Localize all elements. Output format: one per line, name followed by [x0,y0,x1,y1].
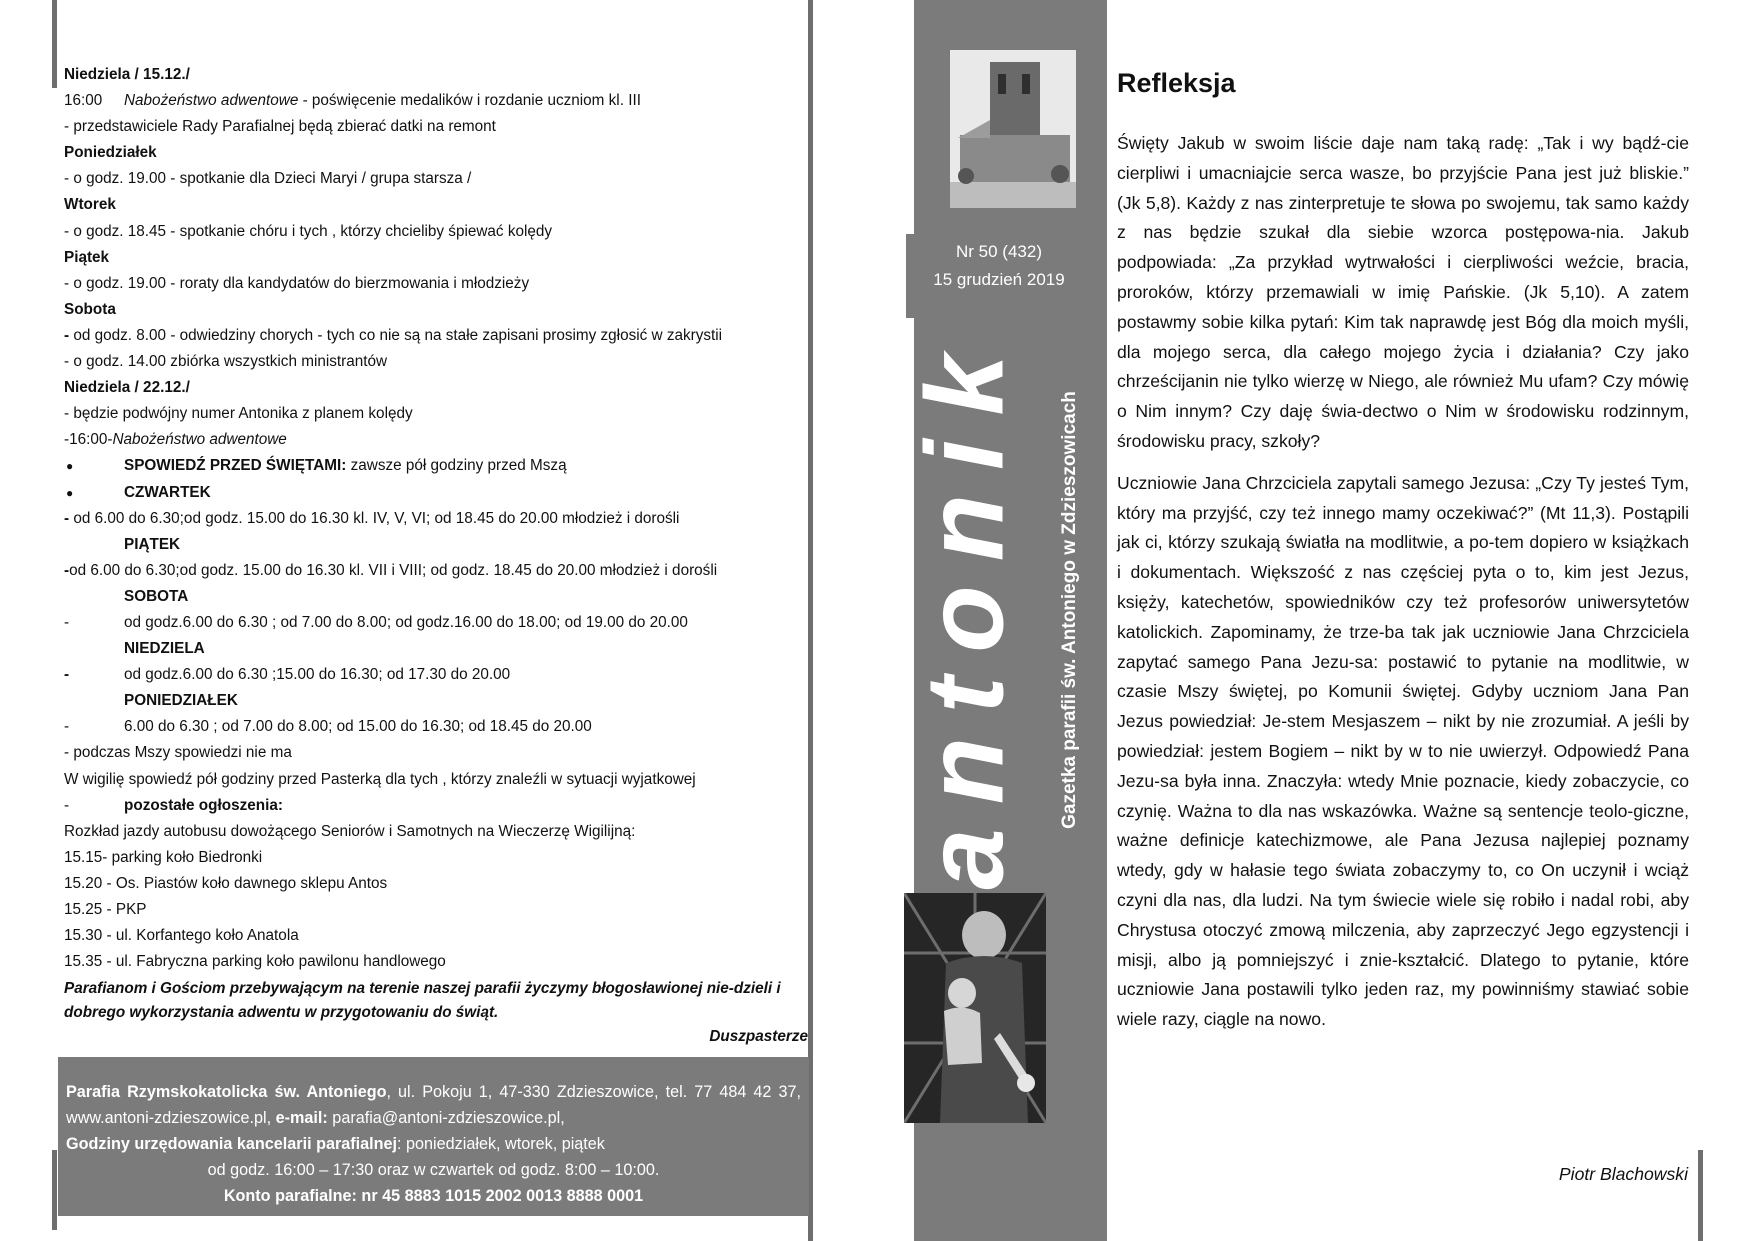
brand-logo: antonik [903,330,1027,890]
announcement-line [64,610,808,636]
announcement-text: od 6.00 do 6.30;od godz. 15.00 do 16.30 kl. VII i VIII; od godz. 18.45 do 20.00 młodzież i dorośli [69,561,718,579]
announcement-heading: Niedziela / 22.12./ [64,379,190,397]
announcement-text [124,453,567,479]
announcement-text: - o godz. 14.00 zbiórka wszystkich ministrantów [64,353,388,371]
article-paragraph: Uczniowie Jana Chrzciciela zapytali samego Jezusa: „Czy Ty jesteś Tym, który ma przyjść, czy też innego mamy oczekiwać?” (Mt 11,3). Postąpili jak ci, którzy szukają światła na modlitwie, a po-tem dopiero w książkach i dokumentach. Większość z nas częściej pyta o to, kim jest Jezus, księży, katechetów, spowiedników czy też profesorów uniwersytetów katolickich. Zapominamy, że trze-ba tak jak uczniowie Jana Chrzciciela zapytać samego Pana Jezu-sa: postawić to pytanie na modlitwie, w czasie Mszy świętej, po Komunii świętej. Gdyby uczniom Jana Pan Jezus powiedział: Je-stem Mesjaszem – nikt by nie zrozumiał. A jeśli by powiedział: jestem Bogiem – nikt by w to nie uwierzył. Odpowiedź Pana Jezu-sa była inna. Znaczyła: wtedy Mnie poznacie, kiedy zobaczycie, co czynię. Ważna to dla nas wskazówka. Ważne są sentencje teolo-giczne, ważne definicje katechizmowe, ale Pana Jezusa najlepiej poznamy wtedy, gdy w hałasie tego świata zobaczymy to, co On uczynił i wciąż czyni dla nas, dla ludzi. Na tym świecie wiele się robiło i nadal robi, aby Chrystusa otoczyć zmową milczenia, aby zaprzeczyć Jego egzystencji i misji, albo ją pomniejszyć i znie-kształcić. Dlatego to pytanie, które uczniowie Jana postawili tylko jeden raz, my powinniśmy stawiać sobie wiele razy, ciągle na nowo. [1117,472,1689,1030]
announcement-line [64,62,808,88]
footer-email[interactable]: parafia@antoni-zdzieszowice.pl, [327,1109,565,1127]
announcement-line [64,245,808,271]
announcement-line [64,532,808,558]
announcement-line [64,688,808,714]
announcement-time: 16:00 [64,92,103,110]
announcement-line [64,793,808,819]
announcement-text [124,88,641,114]
announcement-line [64,740,808,766]
announcement-text: 15.30 - ul. Korfantego koło Anatola [64,927,299,945]
announcement-heading: Piątek [64,248,110,266]
left-edge-bar [52,0,57,88]
announcement-text: 15.20 - Os. Piastów koło dawnego sklepu Antos [64,874,388,892]
announcement-line [64,871,808,897]
announcement-text [124,480,211,506]
announcement-line [64,114,808,140]
announcement-text: W wigilię spowiedź pół godziny przed Pasterką dla tych , którzy znaleźli w sytuacji wyjatkowej [64,770,696,788]
announcement-heading: CZWARTEK [124,483,211,501]
announcement-line [64,767,808,793]
footer-contact [66,1079,801,1131]
announcement-text: - przedstawiciele Rady Parafialnej będą zbierać datki na remont [64,118,496,136]
announcement-line [64,271,808,297]
announcement-line [64,506,808,532]
announcement-text: 15.15- parking koło Biedronki [64,848,263,866]
left-page-divider [808,0,813,1241]
announcement-line [64,558,808,584]
announcement-text: od 6.00 do 6.30;od godz. 15.00 do 16.30 kl. IV, V, VI; od 18.45 do 20.00 młodzież i dorośli [69,509,680,527]
announcement-text: od godz. 8.00 - odwiedziny chorych - tych co nie są na stałe zapisani prosimy zgłosić w zakrystii [69,326,723,344]
announcement-text: - o godz. 18.45 - spotkanie chóru i tych , którzy chcieliby śpiewać kolędy [64,222,553,240]
closing-wishes: Parafianom i Gościom przebywającym na terenie naszej parafii życzymy błogosławionej nie-dzieli i dobrego wykorzystania adwentu w przygotowaniu do świąt. [64,980,781,1022]
article-title: Refleksja [1117,68,1236,98]
issue-box [906,234,1092,318]
closing-signature: Duszpasterze [709,1028,808,1046]
footer-account: Konto parafialne: nr 45 8883 1015 2002 0013 8888 0001 [223,1187,644,1205]
announcement-line [64,297,808,323]
footer-hours-days: : poniedziałek, wtorek, piątek [397,1135,605,1153]
announcement-dash: - [64,718,70,736]
announcement-text: 15.25 - PKP [64,901,147,918]
announcement-text: od godz.6.00 do 6.30 ; od 7.00 do 8.00; od godz.16.00 do 18.00; od 19.00 do 20.00 [124,613,688,631]
announcement-dash: - [64,509,70,527]
announcement-text: 15.35 - ul. Fabryczna parking koło pawilonu handlowego [64,953,446,971]
right-edge-bar [1698,1150,1703,1241]
announcement-line [64,88,808,114]
announcement-heading: pozostałe ogłoszenia: [124,796,283,814]
masthead-subtitle: Gazetka parafii św. Antoniego w Zdzieszowicach [1059,391,1080,829]
announcement-text: - będzie podwójny numer Antonika z planem kolędy [64,405,413,423]
announcement-text: - o godz. 19.00 - roraty dla kandydatów do bierzmowania i młodzieży [64,274,530,292]
announcement-line [64,480,808,506]
footer-hours-times: od godz. 16:00 – 17:30 oraz w czwartek od godz. 8:00 – 10:00. [207,1161,660,1179]
announcement-italic: Nabożeństwo adwentowe [124,92,299,110]
announcement-line [64,219,808,245]
announcement-line [64,401,808,427]
footer-edge-bar [52,1150,57,1230]
issue-date: 15 grudzień 2019 [933,270,1065,289]
bullet-icon: ● [66,485,74,500]
announcement-line [64,949,808,975]
announcement-heading: PONIEDZIAŁEK [124,692,238,710]
announcement-line [64,349,808,375]
announcement-heading: Poniedziałek [64,144,157,162]
announcement-line [64,584,808,610]
announcement-line [64,427,808,453]
announcement-text: -16:00- [64,431,113,449]
announcement-line [64,636,808,662]
announcements [64,62,808,1049]
announcement-dash: - [64,326,70,344]
announcement-text: Rozkład jazdy autobusu dowożącego Seniorów i Samotnych na Wieczerzę Wigilijną: [64,822,636,840]
announcement-text: - podczas Mszy spowiedzi nie ma [64,744,292,762]
bullet-icon: ● [66,459,74,474]
announcement-line [64,714,808,740]
announcement-line [64,819,808,845]
footer-email-label: e-mail: [275,1109,328,1127]
announcement-heading: Sobota [64,300,116,318]
footer-parish-name: Parafia Rzymskokatolicka św. Antoniego [66,1083,387,1101]
issue-number: Nr 50 (432) [956,242,1042,261]
saint-anthony-image [904,893,1046,1123]
announcement-text: 6.00 do 6.30 ; od 7.00 do 8.00; od 15.00 do 16.30; od 18.45 do 20.00 [124,718,592,736]
footer-address: , ul. Pokoju 1, 47-330 Zdzieszowice, tel. 77 484 42 37, www.antoni-zdzieszowice.pl, [66,1083,801,1127]
announcement-dash: - [64,613,70,631]
announcement-line [64,453,808,479]
announcement-text: - o godz. 19.00 - spotkanie dla Dzieci Maryi / grupa starsza / [64,170,472,188]
announcement-line [64,662,808,688]
announcement-italic: Nabożeństwo adwentowe [112,431,287,449]
announcement-heading: SOBOTA [124,587,189,605]
announcement-dash: - [64,796,70,814]
announcement-heading: Wtorek [64,196,116,214]
footer-hours-label: Godziny urzędowania kancelarii parafialnej [66,1135,398,1153]
announcement-heading: PIĄTEK [124,535,181,553]
article-paragraph: Święty Jakub w swoim liście daje nam taką radę: „Tak i wy bądź-cie cierpliwi i umacniajcie serca wasze, bo przyjście Pana jest już bliskie.” (Jk 5,8). Każdy z nas zinterpretuje te słowa po swojemu, tak samo każdy z nas będzie szukał dla siebie wzorca postępowa-nia. Jakub podpowiada: „Za przykład wytrwałości i cierpliwości weźcie, bracia, proroków, którzy przemawiali w imię Pańskie. (Jk 5,10). A zatem postawmy sobie kilka pytań: Kim tak naprawdę jest Bóg dla moich myśli, dla mojego serca, dla całego mojego życia i działania? Czy jako chrześcijanin nie tylko wierzę w Niego, ale również Mu ufam? Czy mówię o Nim innym? Czy daję świa-dectwo o Nim w środowisku rodzinnym, środowisku pracy, szkoły? [1117,133,1689,451]
announcement-dash: - [64,561,70,579]
announcement-line [64,923,808,949]
announcement-heading: NIEDZIELA [124,640,205,658]
announcement-line [64,897,808,923]
announcement-heading: SPOWIEDŹ PRZED ŚWIĘTAMI: [124,457,347,475]
announcement-line [64,140,808,166]
article-body [1117,129,1689,1047]
announcement-text: zawsze pół godziny przed Mszą [346,457,567,475]
footer-hours [66,1131,801,1157]
parish-footer [58,1057,809,1216]
announcement-dash: - [64,666,70,684]
announcement-line [64,323,808,349]
announcement-heading: Niedziela / 15.12./ [64,66,190,83]
announcement-line [64,166,808,192]
announcement-text: - poświęcenie medalików i rozdanie uczniom kl. III [298,92,641,110]
announcement-line [64,192,808,218]
announcement-line [64,375,808,401]
article-author: Piotr Blachowski [1558,1164,1688,1184]
announcement-text: od godz.6.00 do 6.30 ;15.00 do 16.30; od 17.30 do 20.00 [124,666,511,684]
announcement-line [64,845,808,871]
church-photo [950,50,1076,208]
